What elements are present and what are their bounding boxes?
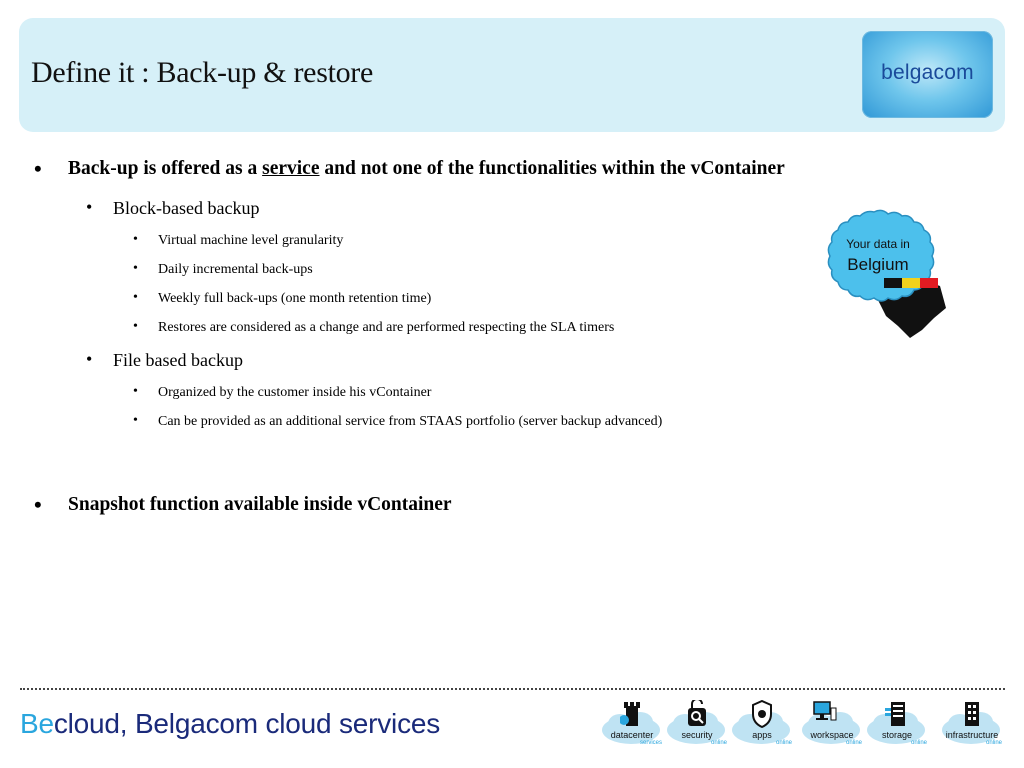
flag-black — [884, 278, 902, 288]
list-item — [133, 290, 432, 307]
bullet-dot: • — [133, 290, 138, 305]
service-label: datacenter — [610, 730, 654, 740]
service-sub: services — [639, 740, 662, 746]
slide-title: Define it : Back-up & restore — [31, 56, 374, 89]
flag-yellow — [902, 278, 920, 288]
service-label: security — [681, 730, 713, 740]
bullet-text: and not one of the functionalities within the vContainer — [319, 158, 785, 179]
service-sub: online — [710, 740, 727, 746]
service-sub: online — [775, 740, 792, 746]
bullet-dot: • — [86, 197, 93, 217]
list-item-text: Virtual machine level granularity — [158, 233, 344, 248]
shield-icon — [750, 700, 774, 728]
service-security — [665, 700, 729, 750]
service-label: infrastructure — [945, 730, 999, 740]
brand-be: Be — [20, 708, 54, 739]
badge-line-1: Your data in — [846, 237, 910, 251]
service-sub: online — [985, 740, 1002, 746]
list-item-text: Organized by the customer inside his vContainer — [158, 385, 432, 400]
bullet-dot: • — [34, 156, 42, 181]
bullet-dot: • — [133, 319, 138, 334]
bullet-text: Block-based backup — [113, 198, 260, 218]
server-icon — [885, 700, 909, 728]
service-storage — [865, 700, 929, 750]
list-item-text: Daily incremental back-ups — [158, 262, 313, 277]
service-sub: online — [910, 740, 927, 746]
belgium-data-badge — [822, 208, 948, 340]
service-apps — [730, 700, 794, 750]
footer-divider — [20, 688, 1005, 690]
computer-icon — [808, 700, 840, 728]
bullet-text: File based backup — [113, 350, 243, 370]
bullet-dot: • — [86, 349, 93, 369]
building-icon — [960, 700, 984, 728]
list-item-text: Restores are considered as a change and are performed respecting the SLA timers — [158, 320, 615, 335]
service-datacenter — [600, 700, 664, 750]
bullet-dot: • — [133, 384, 138, 399]
list-item — [133, 384, 432, 401]
logo-text: belgacom — [881, 61, 974, 84]
bullet-file-based — [86, 349, 243, 371]
bullet-backup-service — [34, 156, 785, 181]
badge-line-2: Belgium — [847, 255, 909, 274]
service-label: storage — [881, 730, 913, 740]
service-label: workspace — [810, 730, 854, 740]
bullet-dot: • — [133, 232, 138, 247]
becloud-brand — [20, 708, 440, 740]
list-item — [133, 319, 615, 336]
service-label: apps — [752, 730, 772, 740]
flag-red — [920, 278, 938, 288]
list-item — [133, 261, 313, 278]
magnifier-icon — [685, 700, 709, 728]
slide-header — [19, 18, 1005, 132]
service-sub: online — [845, 740, 862, 746]
bullet-dot: • — [34, 492, 42, 517]
bullet-dot: • — [133, 261, 138, 276]
list-item — [133, 413, 663, 430]
brand-rest: cloud, Belgacom cloud services — [53, 708, 441, 739]
belgacom-logo — [862, 31, 993, 118]
bullet-text: Snapshot function available inside vContainer — [68, 494, 452, 515]
bullet-dot: • — [133, 413, 138, 428]
service-link: service — [262, 158, 320, 179]
bullet-text: Back-up is offered as a — [68, 158, 263, 179]
bullet-block-based — [86, 197, 260, 219]
tower-icon — [620, 700, 644, 728]
list-item-text: Can be provided as an additional service from STAAS portfolio (server backup advanced) — [158, 414, 663, 429]
list-item-text: Weekly full back-ups (one month retention time) — [158, 291, 432, 306]
bullet-snapshot — [34, 492, 452, 517]
service-infrastructure — [940, 700, 1004, 750]
list-item — [133, 232, 344, 249]
service-workspace — [800, 700, 864, 750]
